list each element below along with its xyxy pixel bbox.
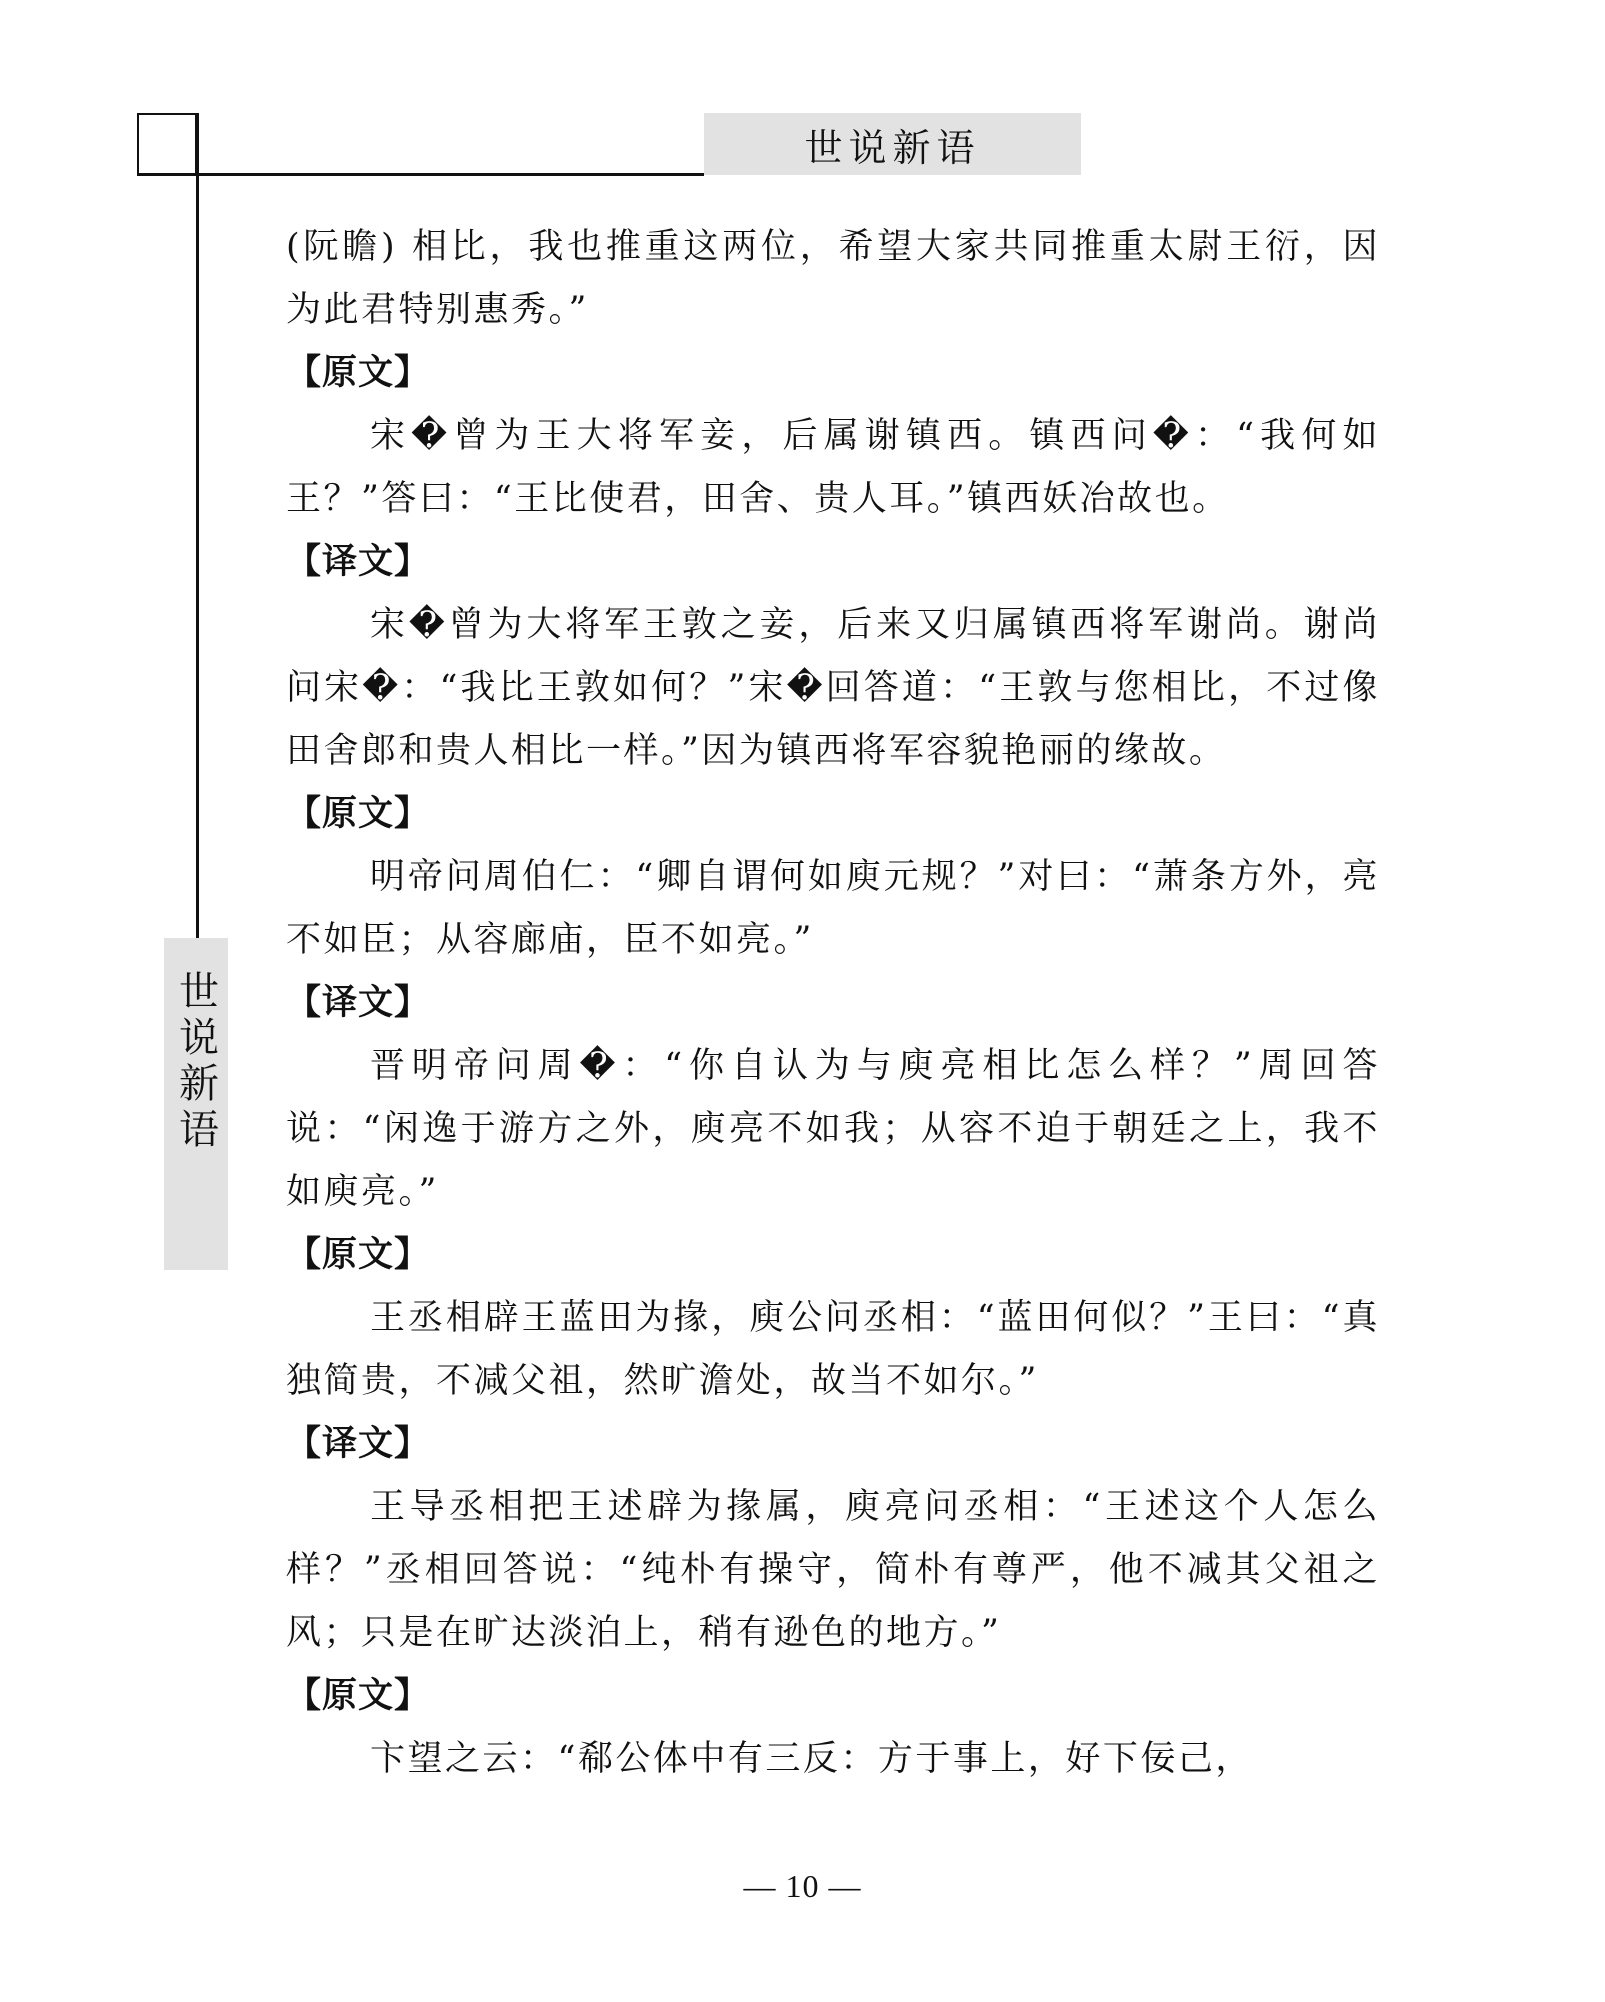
header-rule — [137, 173, 704, 176]
section-heading: 【原文】 — [286, 1676, 431, 1716]
paragraph: 卞望之云：“郗公体中有三反：方于事上，好下佞己， — [370, 1739, 1253, 1779]
page-body — [286, 216, 1380, 1791]
running-header — [704, 113, 1081, 175]
page-number: — 10 — — [743, 1868, 862, 1904]
paragraph: 王丞相辟王蓝田为掾，庾公问丞相：“蓝田何似？”王曰：“真独简贵，不减父祖，然旷澹处，故当不如尔。” — [286, 1298, 1380, 1401]
section-heading: 【译文】 — [286, 542, 431, 582]
side-tab — [164, 938, 228, 1270]
section-heading: 【译文】 — [286, 983, 431, 1023]
running-header-title: 世说新语 — [804, 125, 981, 170]
section-heading: 【译文】 — [286, 1424, 431, 1464]
paragraph: 宋�曾为王大将军妾，后属谢镇西。镇西问�：“我何如王？”答曰：“王比使君，田舍、贵人耳。”镇西妖冶故也。 — [286, 416, 1380, 519]
paragraph: 宋�曾为大将军王敦之妾，后来又归属镇西将军谢尚。谢尚问宋�：“我比王敦如何？”宋�回答道：“王敦与您相比，不过像田舍郎和贵人相比一样。”因为镇西将军容貌艳丽的缘故。 — [286, 605, 1380, 771]
header-corner-box — [137, 113, 197, 175]
section-heading: 【原文】 — [286, 353, 431, 393]
section-heading: 【原文】 — [286, 1235, 431, 1275]
margin-rule — [196, 113, 199, 943]
section-heading: 【原文】 — [286, 794, 431, 834]
paragraph: 晋明帝问周�：“你自认为与庾亮相比怎么样？”周回答说：“闲逸于游方之外，庾亮不如我；从容不迫于朝廷之上，我不如庾亮。” — [286, 1046, 1380, 1212]
paragraph: 明帝问周伯仁：“卿自谓何如庾元规？”对曰：“萧条方外，亮不如臣；从容廊庙，臣不如亮。” — [286, 857, 1380, 960]
paragraph: 王导丞相把王述辟为掾属，庾亮问丞相：“王述这个人怎么样？”丞相回答说：“纯朴有操守，简朴有尊严，他不减其父祖之风；只是在旷达淡泊上，稍有逊色的地方。” — [286, 1487, 1380, 1653]
side-tab-label: 世说新语 — [172, 970, 219, 1154]
paragraph: (阮瞻) 相比，我也推重这两位，希望大家共同推重太尉王衍，因为此君特别惠秀。” — [286, 227, 1380, 330]
